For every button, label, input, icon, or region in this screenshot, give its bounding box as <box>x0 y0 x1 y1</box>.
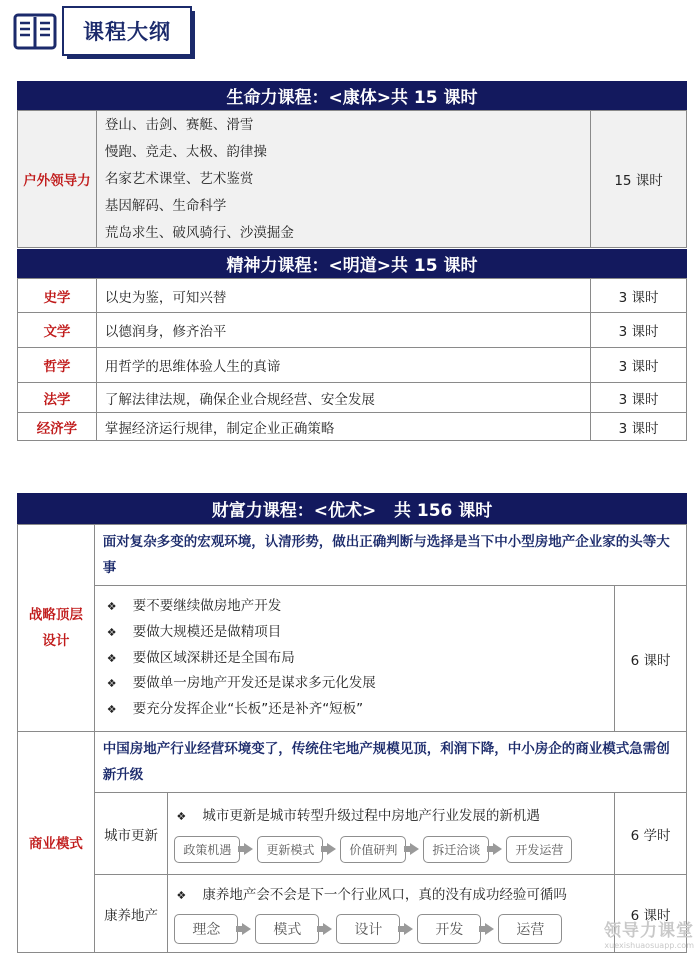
hours-cell: 3 课时 <box>591 348 687 383</box>
table-row <box>18 793 687 875</box>
flow-step: 政策机遇 <box>174 836 240 863</box>
category-cell: 史学 <box>18 279 97 313</box>
flow-step: 拆迁洽谈 <box>423 836 489 863</box>
hours-cell: 3 课时 <box>591 413 687 441</box>
city-renewal-cell <box>168 793 615 875</box>
category-cell-business: 商业模式 <box>18 732 95 953</box>
category-cell: 户外领导力 <box>18 111 97 248</box>
list-item <box>95 697 615 723</box>
arrow-right-icon <box>493 843 502 855</box>
city-renewal-flow <box>174 836 608 863</box>
table-row <box>18 586 687 732</box>
bullet-text: 要充分发挥企业“长板”还是补齐“短板” <box>132 701 364 718</box>
health-estate-cell <box>168 875 615 953</box>
bullet-text: 要做单一房地产开发还是谋求多元化发展 <box>132 675 376 692</box>
diamond-bullet-icon: ❖ <box>106 677 117 691</box>
category-line: 战略顶层 <box>28 607 83 623</box>
hours-cell: 6 课时 <box>615 586 687 732</box>
book-icon <box>8 6 62 56</box>
text-cell: 掌握经济运行规律，制定企业正确策略 <box>96 413 590 441</box>
bullet-text: 要不要继续做房地产开发 <box>132 598 282 614</box>
list-item <box>95 620 615 646</box>
watermark-url: xuexishuaosuapp.com <box>604 941 694 950</box>
diamond-bullet-icon: ❖ <box>106 651 117 665</box>
subcategory-cell: 康养地产 <box>94 875 168 953</box>
items-cell <box>96 111 590 248</box>
text-cell: 了解法律法规，确保企业合规经营、安全发展 <box>96 383 590 413</box>
list-item: 荒岛求生、破风骑行、沙漠掘金 <box>104 224 294 241</box>
flow-step: 开发运营 <box>506 836 572 863</box>
arrow-right-icon <box>242 923 251 935</box>
diamond-bullet-icon: ❖ <box>106 703 117 717</box>
arrow-right-icon <box>485 923 494 935</box>
flow-step: 理念 <box>174 914 238 944</box>
arrow-right-icon <box>244 843 253 855</box>
table-row <box>18 413 687 441</box>
spirit-table <box>17 278 687 441</box>
diamond-bullet-icon: ❖ <box>176 810 187 824</box>
section-bar-wealth: 财富力课程：<优术> 共 156 课时 <box>17 493 687 524</box>
table-row <box>18 279 687 313</box>
page-header <box>8 6 192 56</box>
watermark <box>604 916 694 950</box>
vitality-table <box>17 110 687 248</box>
category-cell: 法学 <box>18 383 97 413</box>
flow-step: 价值研判 <box>340 836 406 863</box>
bullet-text: 城市更新是城市转型升级过程中房地产行业发展的新机遇 <box>202 808 540 825</box>
bullet-text: 要做大规模还是做精项目 <box>132 623 282 640</box>
hours-cell: 3 课时 <box>591 279 687 313</box>
category-line: 设计 <box>42 633 70 649</box>
list-item <box>95 594 615 620</box>
table-row <box>18 732 687 793</box>
arrow-right-icon <box>410 843 419 855</box>
strategy-headline: 面对复杂多变的宏观环境，认清形势，做出正确判断与选择是当下中小型房地产企业家的头等大事 <box>94 525 686 586</box>
diamond-bullet-icon: ❖ <box>106 600 117 613</box>
category-cell: 哲学 <box>18 348 97 383</box>
arrow-right-icon <box>323 923 332 935</box>
text-cell: 用哲学的思维体验人生的真谛 <box>96 348 590 383</box>
table-row <box>18 383 687 413</box>
flow-step: 开发 <box>417 914 481 944</box>
bullet-text: 要做区域深耕还是全国布局 <box>132 649 295 666</box>
health-estate-flow <box>174 914 608 944</box>
watermark-title: 领导力课堂 <box>604 921 694 941</box>
wealth-table <box>17 524 687 953</box>
table-row <box>18 348 687 383</box>
diamond-bullet-icon: ❖ <box>106 625 117 639</box>
hours-cell: 6 学时 <box>615 793 687 875</box>
section-bar-vitality: 生命力课程：<康体>共 15 课时 <box>17 81 687 110</box>
flow-step: 运营 <box>498 914 562 944</box>
category-cell-strategy <box>18 525 95 732</box>
strategy-bullets-cell <box>94 586 615 732</box>
list-item <box>95 646 615 672</box>
list-item: 登山、击剑、赛艇、滑雪 <box>104 116 254 133</box>
page-title-box <box>62 6 192 56</box>
table-row <box>18 111 687 248</box>
arrow-right-icon <box>327 843 336 855</box>
list-item <box>174 883 608 909</box>
list-item: 慢跑、竞走、太极、韵律操 <box>104 143 267 160</box>
flow-step: 设计 <box>336 914 400 944</box>
hours-cell: 6 课时 <box>615 875 687 953</box>
list-item: 基因解码、生命科学 <box>104 197 227 214</box>
arrow-right-icon <box>404 923 413 935</box>
subcategory-cell: 城市更新 <box>94 793 168 875</box>
diamond-bullet-icon: ❖ <box>176 888 187 902</box>
hours-cell: 3 课时 <box>591 383 687 413</box>
list-item: 名家艺术课堂、艺术鉴赏 <box>104 170 254 187</box>
category-cell: 文学 <box>18 313 97 348</box>
table-row <box>18 313 687 348</box>
page-title: 课程大纲 <box>83 20 171 44</box>
category-cell: 经济学 <box>18 413 97 441</box>
text-cell: 以德润身，修齐治平 <box>96 313 590 348</box>
list-item <box>174 804 608 830</box>
bullet-text: 康养地产会不会是下一个行业风口，真的没有成功经验可循吗 <box>202 886 567 903</box>
flow-step: 更新模式 <box>257 836 323 863</box>
section-bar-spirit: 精神力课程：<明道>共 15 课时 <box>17 249 687 278</box>
table-row <box>18 525 687 586</box>
business-headline: 中国房地产行业经营环境变了，传统住宅地产规模见顶，利润下降，中小房企的商业模式急需创新升级 <box>94 732 686 793</box>
flow-step: 模式 <box>255 914 319 944</box>
hours-cell: 15 课时 <box>591 111 687 248</box>
text-cell: 以史为鉴，可知兴替 <box>96 279 590 313</box>
table-row <box>18 875 687 953</box>
hours-cell: 3 课时 <box>591 313 687 348</box>
list-item <box>95 671 615 697</box>
